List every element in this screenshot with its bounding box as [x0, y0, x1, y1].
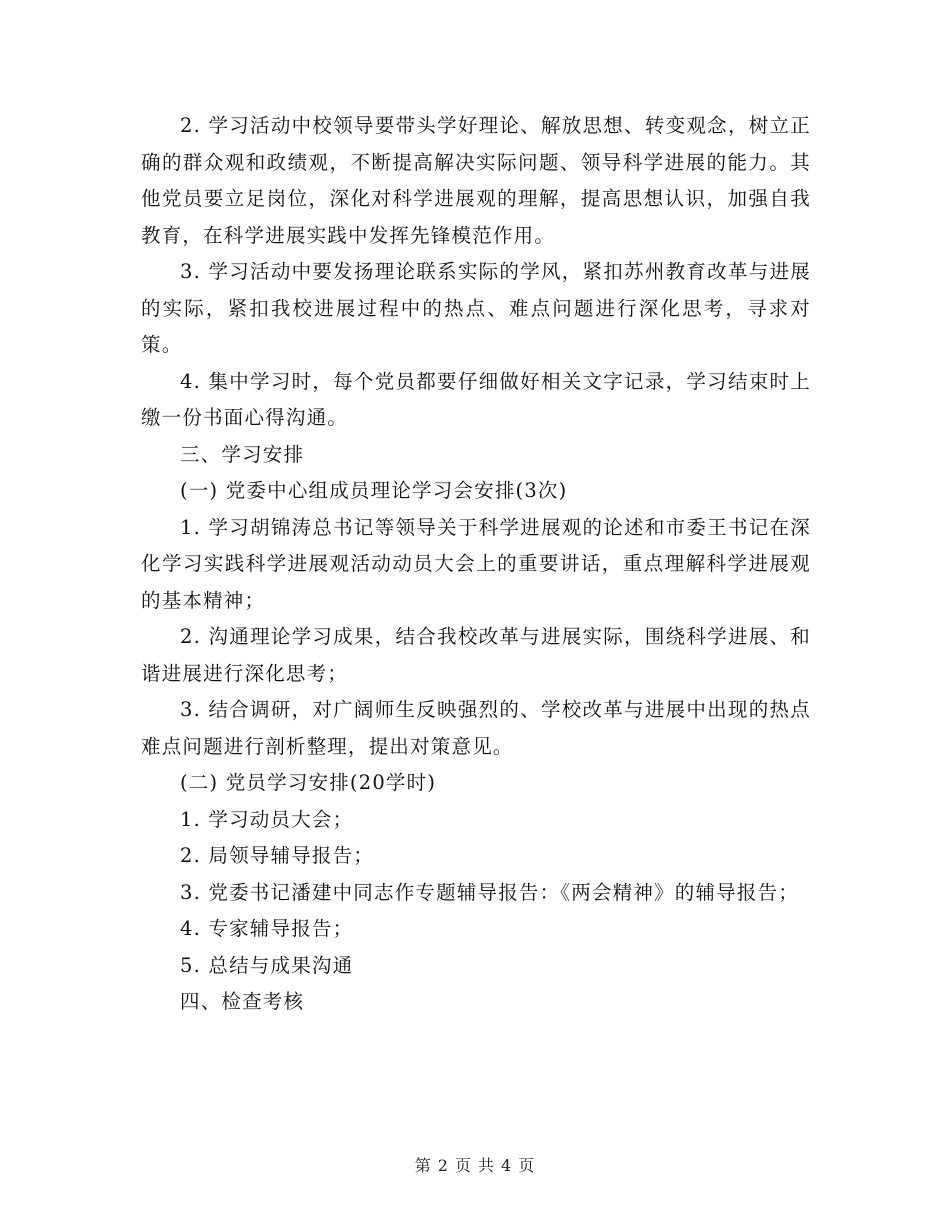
subsection-heading-2: (二) 党员学习安排(20学时) [180, 771, 437, 794]
paragraph-6: 3. 结合调研，对广阔师生反映强烈的、学校改革与进展中出现的热点难点问题进行剖析整理，提出对策意见。 [141, 698, 811, 758]
list-item-5: 5. 总结与成果沟通 [180, 953, 354, 977]
paragraph-1: 2. 学习活动中校领导要带头学好理论、解放思想、转变观念，树立正确的群众观和政绩观，不断提高解决实际问题、领导科学进展的能力。其他党员要立足岗位，深化对科学进展观的理解，提高思想认识，加强自我教育，在科学进展实践中发挥先锋模范作用。 [141, 114, 811, 247]
paragraph-4: 1. 学习胡锦涛总书记等领导关于科学进展观的论述和市委王书记在深化学习实践科学进展观活动动员大会上的重要讲话，重点理解科学进展观的基本精神； [141, 515, 811, 612]
list-item-2: 2. 局领导辅导报告； [180, 844, 375, 867]
footer-suffix: 页 [518, 1156, 536, 1175]
list-item-3: 3. 党委书记潘建中同志作专题辅导报告：《两会精神》的辅导报告； [180, 880, 799, 904]
section-heading-3: 三、学习安排 [180, 442, 305, 466]
total-pages-number: 4 [501, 1156, 513, 1175]
section-heading-4: 四、检查考核 [180, 990, 305, 1013]
current-page-number: 2 [437, 1156, 449, 1175]
paragraph-2: 3. 学习活动中要发扬理论联系实际的学风，紧扣苏州教育改革与进展的实际，紧扣我校进展过程中的热点、难点问题进行深化思考，寻求对策。 [141, 260, 811, 356]
list-item-4: 4. 专家辅导报告； [180, 917, 354, 940]
paragraph-3: 4. 集中学习时，每个党员都要仔细做好相关文字记录，学习结束时上缴一份书面心得沟通。 [141, 369, 811, 429]
list-item-1: 1. 学习动员大会； [180, 807, 354, 831]
document-body [141, 108, 811, 1021]
subsection-heading-1: (一) 党委中心组成员理论学习会安排(3次) [180, 479, 568, 502]
footer-middle: 页 共 [454, 1156, 496, 1175]
page-footer [0, 1153, 950, 1176]
paragraph-5: 2. 沟通理论学习成果，结合我校改革与进展实际，围绕科学进展、和谐进展进行深化思考； [141, 625, 811, 685]
footer-prefix: 第 [414, 1156, 432, 1175]
